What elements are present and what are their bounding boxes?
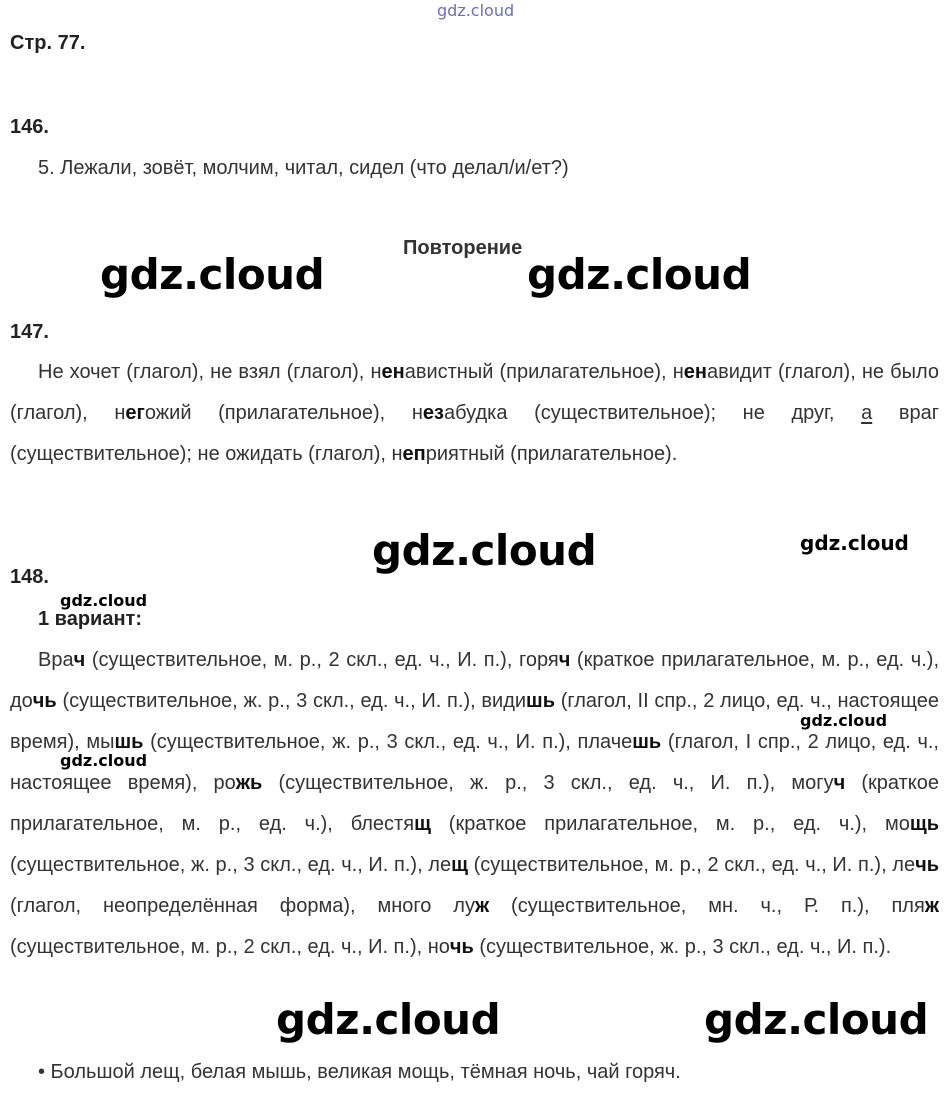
text-segment: авистный (прилагательное), н bbox=[404, 361, 684, 383]
text-segment: (существительное, ж. р., 3 скл., ед. ч., И. п.), плаче bbox=[143, 731, 633, 753]
text-segment: враг (существительное); не ожидать (глагол), н bbox=[10, 402, 940, 465]
text-segment: (существительное, мн. ч., Р. п.), пля bbox=[489, 895, 925, 917]
highlight-segment: ч bbox=[833, 772, 846, 794]
watermark-tiny-3: gdz.cloud bbox=[60, 751, 148, 770]
task-146-text: 5. Лежали, зовёт, молчим, читал, сидел (что делал/и/ет?) bbox=[38, 157, 569, 179]
highlight-segment: ен bbox=[683, 361, 707, 383]
highlight-segment: шь bbox=[632, 731, 662, 753]
watermark-small-1: gdz.cloud bbox=[800, 531, 909, 555]
highlight-segment: ег bbox=[125, 402, 145, 424]
page-reference: Стр. 77. bbox=[10, 32, 86, 54]
task-147-number: 147. bbox=[10, 321, 49, 343]
highlight-segment: ч bbox=[558, 649, 571, 671]
text-segment: Вра bbox=[38, 649, 74, 671]
highlight-segment: щ bbox=[451, 854, 468, 876]
text-segment: (существительное, м. р., 2 скл., ед. ч., И. п.), ле bbox=[467, 854, 916, 876]
task-147-paragraph bbox=[10, 352, 939, 475]
text-segment: (краткое прилагательное, м. р., ед. ч.), мо bbox=[430, 813, 910, 835]
text-segment: (существительное, ж. р., 3 скл., ед. ч., И. п.), могу bbox=[262, 772, 834, 794]
text-segment: (глагол, II спр., 2 лицо, ед. ч., настоящее время), мы bbox=[10, 690, 939, 753]
highlight-segment: шь bbox=[114, 731, 144, 753]
highlight-segment: ж bbox=[924, 895, 939, 917]
text-segment: (существительное, ж. р., 3 скл., ед. ч., И. п.). bbox=[473, 936, 892, 958]
text-segment: (глагол, I спр., 2 лицо, ед. ч., настоящее время), ро bbox=[10, 731, 939, 794]
task-148-summary: • Большой лещ, белая мышь, великая мощь, тёмная ночь, чай горяч. bbox=[38, 1061, 681, 1083]
watermark-big-1: gdz.cloud bbox=[100, 250, 325, 299]
text-segment: абудка (существительное); не друг, bbox=[444, 402, 862, 424]
underlined-segment: а bbox=[861, 402, 873, 424]
text-segment: риятный (прилагательное). bbox=[425, 443, 678, 465]
highlight-segment: ж bbox=[474, 895, 490, 917]
variant-heading: 1 вариант: bbox=[38, 608, 143, 630]
highlight-segment: щь bbox=[909, 813, 939, 835]
text-segment: (существительное, ж. р., 3 скл., ед. ч., И. п.), види bbox=[56, 690, 527, 712]
watermark-top: gdz.cloud bbox=[437, 1, 515, 20]
task-148-paragraph bbox=[10, 640, 939, 968]
task-148-number: 148. bbox=[10, 566, 49, 588]
highlight-segment: ен bbox=[381, 361, 405, 383]
section-title: Повторение bbox=[403, 237, 523, 259]
watermark-tiny-1: gdz.cloud bbox=[60, 591, 148, 610]
highlight-segment: чь bbox=[449, 936, 474, 958]
highlight-segment: ч bbox=[73, 649, 86, 671]
highlight-segment: щ bbox=[414, 813, 431, 835]
text-segment: (существительное, ж. р., 3 скл., ед. ч., И. п.), ле bbox=[10, 854, 452, 876]
text-segment: (краткое прилагательное, м. р., ед. ч.), до bbox=[10, 649, 939, 712]
highlight-segment: шь bbox=[526, 690, 555, 712]
text-segment: Не хочет (глагол), не взял (глагол), н bbox=[38, 361, 382, 383]
watermark-big-2: gdz.cloud bbox=[527, 250, 752, 299]
text-segment: авидит (глагол), не было (глагол), н bbox=[10, 361, 940, 424]
watermark-big-3: gdz.cloud bbox=[372, 526, 597, 575]
text-segment: (существительное, м. р., 2 скл., ед. ч., И. п.), но bbox=[10, 936, 450, 958]
highlight-segment: ез bbox=[422, 402, 444, 424]
text-segment: (глагол, неопределённая форма), много лу bbox=[10, 895, 475, 917]
task-146-number: 146. bbox=[10, 116, 49, 138]
highlight-segment: чь bbox=[32, 690, 57, 712]
highlight-segment: еп bbox=[402, 443, 426, 465]
watermark-big-4: gdz.cloud bbox=[276, 995, 501, 1044]
watermark-big-5: gdz.cloud bbox=[704, 995, 929, 1044]
highlight-segment: жь bbox=[235, 772, 263, 794]
text-segment: (существительное, м. р., 2 скл., ед. ч., И. п.), горя bbox=[85, 649, 559, 671]
watermark-tiny-2: gdz.cloud bbox=[800, 711, 888, 730]
highlight-segment: чь bbox=[915, 854, 939, 876]
text-segment: ожий (прилагательное), н bbox=[144, 402, 423, 424]
text-segment: (краткое прилагательное, м. р., ед. ч.), блестя bbox=[10, 772, 939, 835]
